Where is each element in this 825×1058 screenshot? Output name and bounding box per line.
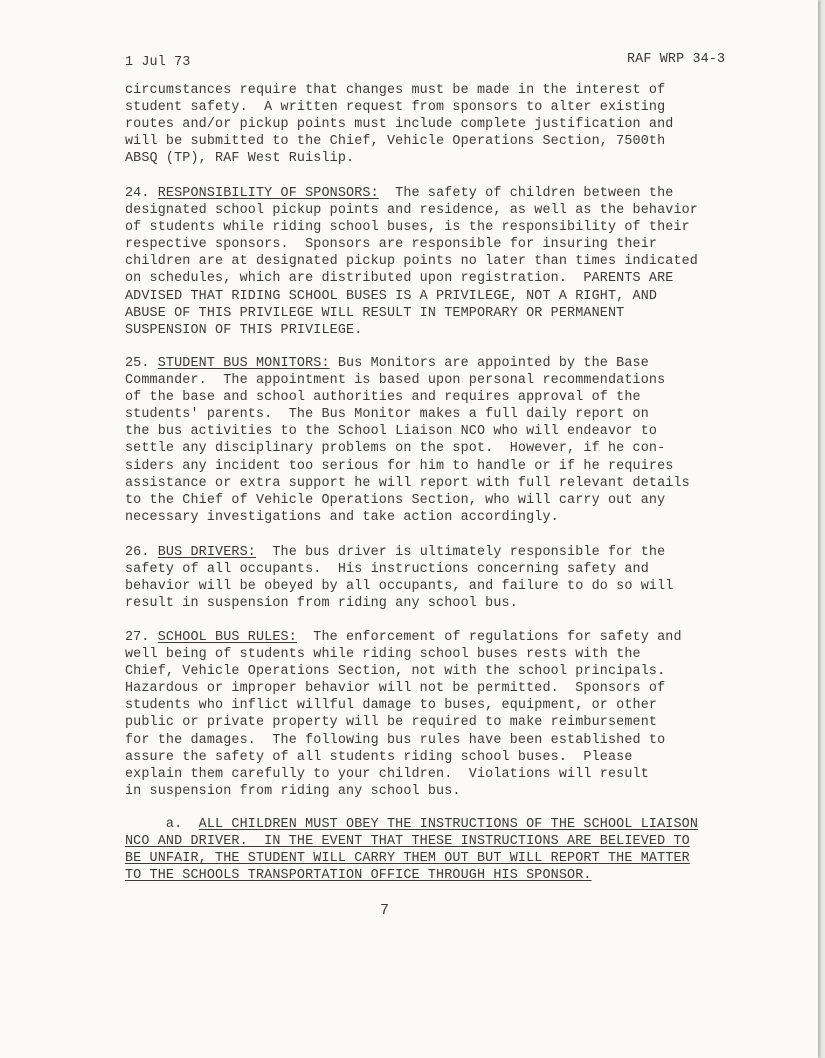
paragraph-heading: RESPONSIBILITY OF SPONSORS: <box>157 186 379 201</box>
paragraph-heading: STUDENT BUS MONITORS: <box>157 356 330 371</box>
paragraph-number: 24. <box>125 186 150 201</box>
paragraph-text: ALL CHILDREN MUST OBEY THE INSTRUCTIONS OF THE SCHOOL LIAISON NCO AND DRIVER. IN THE EVENT THAT THESE INSTRUCTIONS ARE BELIEVED TO BE UNFAIR, THE STUDENT WILL CARRY THEM OUT BUT WILL REPORT THE MATTER TO THE SCHOOLS TRANSPORTATION OFFICE THROUGH HIS SPONSOR. <box>125 817 698 884</box>
paragraph-number: 27. <box>125 630 150 645</box>
paragraph-heading: SCHOOL BUS RULES: <box>157 630 297 645</box>
paragraph-24 <box>125 185 750 339</box>
header-date: 1 Jul 73 <box>125 55 191 70</box>
paragraph-text: The safety of children between the designated school pickup points and residence, as well as the behavior of students while riding school buses, is the responsibility of their respective sponsors. Sponsors are responsible for insuring their children are at designated pickup points no later than times indicated on schedules, which are distributed upon registration. PARENTS ARE ADVISED THAT RIDING SCHOOL BUSES IS A PRIVILEGE, NOT A RIGHT, AND ABUSE OF THIS PRIVILEGE WILL RESULT IN TEMPORARY OR PERMANENT SUSPENSION OF THIS PRIVILEGE. <box>125 186 698 338</box>
paragraph-number: 25. <box>125 356 150 371</box>
paragraph-text: circumstances require that changes must be made in the interest of student safety. A written request from sponsors to alter existing routes and/or pickup points must include complete justification and will be submitted to the Chief, Vehicle Operations Section, 7500th ABSQ (TP), RAF West Ruislip. <box>125 83 674 167</box>
paragraph-text: The bus driver is ultimately responsible for the safety of all occupants. His instructions concerning safety and behavior will be obeyed by all occupants, and failure to do so will result in suspension from riding any school bus. <box>125 545 674 612</box>
paragraph-27a <box>125 816 750 884</box>
paragraph-number: 26. <box>125 545 150 560</box>
paragraph-text: Bus Monitors are appointed by the Base Commander. The appointment is based upon personal recommendations of the base and school authorities and requires approval of the students' parents. The Bus Monitor makes a full daily report on the bus activities to the School Liaison NCO who will endeavor to settle any disciplinary problems on the spot. However, if he con- siders any incident too serious for him to handle or if he requires assistance or extra support he will report with full relevant details to the Chief of Vehicle Operations Section, who will carry out any necessary investigations and take action accordingly. <box>125 356 690 525</box>
header-regulation: RAF WRP 34-3 <box>627 52 726 67</box>
paragraph-text: The enforcement of regulations for safety and well being of students while riding school buses rests with the Chief, Vehicle Operations Section, not with the school principals. Hazardous or improper behavior will not be permitted. Sponsors of students who inflict willful damage to buses, equipment, or other public or private property will be required to make reimbursement for the damages. The following bus rules have been established to assure the safety of all students riding school buses. Please explain them carefully to your children. Violations will result in suspension from riding any school bus. <box>125 630 682 799</box>
page-number: 7 <box>380 902 390 919</box>
paragraph-25 <box>125 355 750 526</box>
paragraph-26 <box>125 544 750 612</box>
paragraph-continuation <box>125 82 750 167</box>
paragraph-heading: BUS DRIVERS: <box>157 545 256 560</box>
paragraph-27 <box>125 629 750 800</box>
subparagraph-marker: a. <box>125 817 199 832</box>
